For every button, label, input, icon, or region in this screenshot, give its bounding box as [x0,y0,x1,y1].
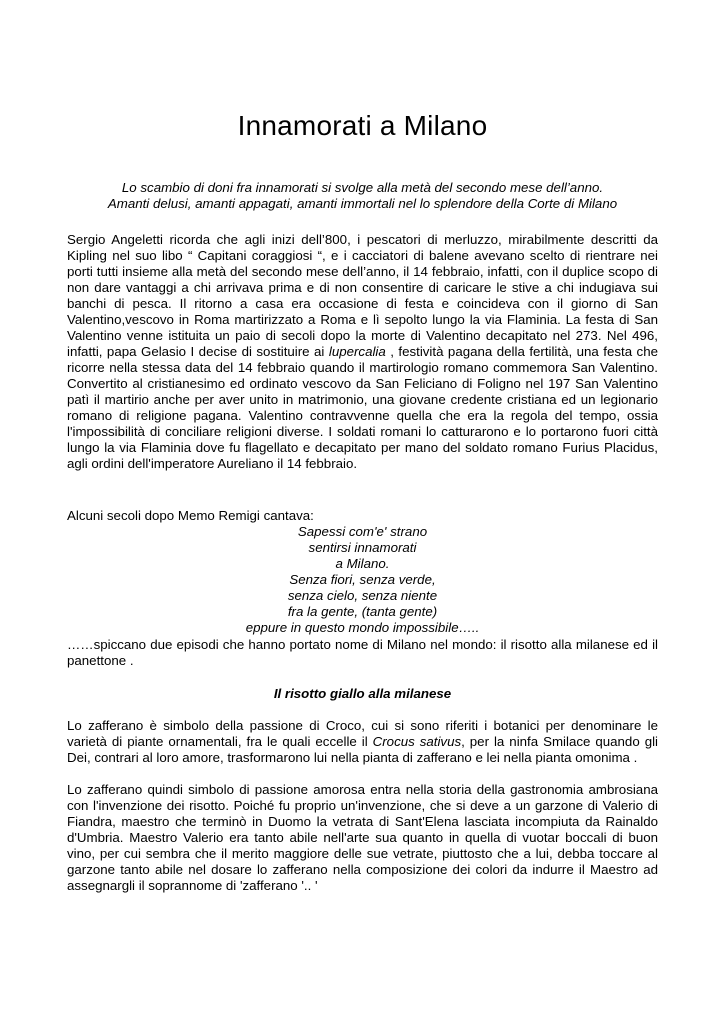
italic-term: lupercalia [328,344,386,359]
poem-line: senza cielo, senza niente [287,588,438,603]
paragraph-text: , festività pagana della fertilità, una festa che ricorre nella stessa data del 14 febbraio quando il martirologio romano commemora San Valentino. Convertito al cristianesimo ed ordinato vescovo da San Feliciano di Foligno nel 197 San Valentino patì il martirio anche per aver unito in matrimonio, una giovane credente cristiana ed un legionario romano di religione pagana. Valentino contravvenne quella che era la regola del tempo, ossia l'impossibilità di conciliare religioni diverse. I soldati romani lo catturarono e lo portarono fuori città lungo la via Flaminia dove fu flagellato e decapitato per mano del soldato romano Furius Placidus, agli ordini dell'imperatore Aureliano il 14 febbraio. [67,344,658,471]
subtitle-line: Amanti delusi, amanti appagati, amanti immortali nel lo splendore della Corte di Milano [107,196,618,211]
paragraph-san-valentino [67,232,658,472]
document-subtitle [67,180,658,212]
paragraph-zafferano-risotto: Lo zafferano quindi simbolo di passione amorosa entra nella storia della gastronomia ambrosiana con l'invenzione dei risotto. Poiché fu proprio un'invenzione, che si deve a un garzone di Valerio di Fiandra, maestro che terminò in Duomo la vetrata di Sant'Elena lasciata incompiuta da Rainaldo d'Umbria. Maestro Valerio era tanto abile nell'arte sua quanto in quella di vuotar boccali di buon vino, per cui sembra che il merito maggiore delle sue vetrate, piuttosto che a lui, debba toccare al garzone tanto abile nel dosare lo zafferano nella composizione dei colori da indurre il Maestro ad assegnargli il soprannome di 'zafferano '.. ' [67,782,658,893]
poem-verse [67,524,658,636]
poem-line: eppure in questo mondo impossibile….. [245,620,480,635]
subtitle-line: Lo scambio di doni fra innamorati si svolge alla metà del secondo mese dell’anno. [121,180,604,195]
paragraph-text: , per la ninfa Smilace quando gli Dei, contrari al loro amore, trasformarono lui nella pianta di zafferano e lei nella pianta omonima . [67,734,658,765]
poem-line: sentirsi innamorati [308,540,417,555]
section-heading: Il risotto giallo alla milanese [273,686,452,701]
paragraph-text: Sergio Angeletti ricorda che agli inizi dell’800, i pescatori di merluzzo, mirabilmente descritti da Kipling nel suo libo “ Capitani coraggiosi “, e i cacciatori di balene avevano scelto di rientrare nei porti tutti insieme alla metà del secondo mese dell’anno, il 14 febbraio, infatti, con il duplice scopo di non dare vantaggi a chi arrivava prima e di non consentire di caricare le stive a chi indugiava sui banchi di pesca. Il ritorno a casa era occasione di festa e coincideva con il giorno di San Valentino,vescovo in Roma martirizzato a Roma e lì sepolto lungo la via Flaminia. La festa di San Valentino venne istituita un paio di secoli dopo la morte di Valentino decapitato nel 273. Nel 496, infatti, papa Gelasio I decise di sostituire ai [67,232,658,359]
paragraph-episodi: ……spiccano due episodi che hanno portato nome di Milano nel mondo: il risotto alla milanese ed il panettone . [67,637,658,668]
paragraph-text: Lo zafferano è simbolo della passione di Croco, cui si sono riferiti i botanici per denominare le varietà di piante ornamentali, fra le quali eccelle il [67,718,658,749]
italic-term: Crocus sativus [372,734,462,749]
paragraph-zafferano-croco [67,718,658,766]
poem-line: fra la gente, (tanta gente) [287,604,438,619]
poem-line: Sapessi com'e' strano [297,524,428,539]
document-title: Innamorati a Milano [237,110,488,141]
paragraph-memo-remigi: Alcuni secoli dopo Memo Remigi cantava: [67,508,314,523]
poem-line: Senza fiori, senza verde, [289,572,436,587]
poem-line: a Milano. [335,556,390,571]
